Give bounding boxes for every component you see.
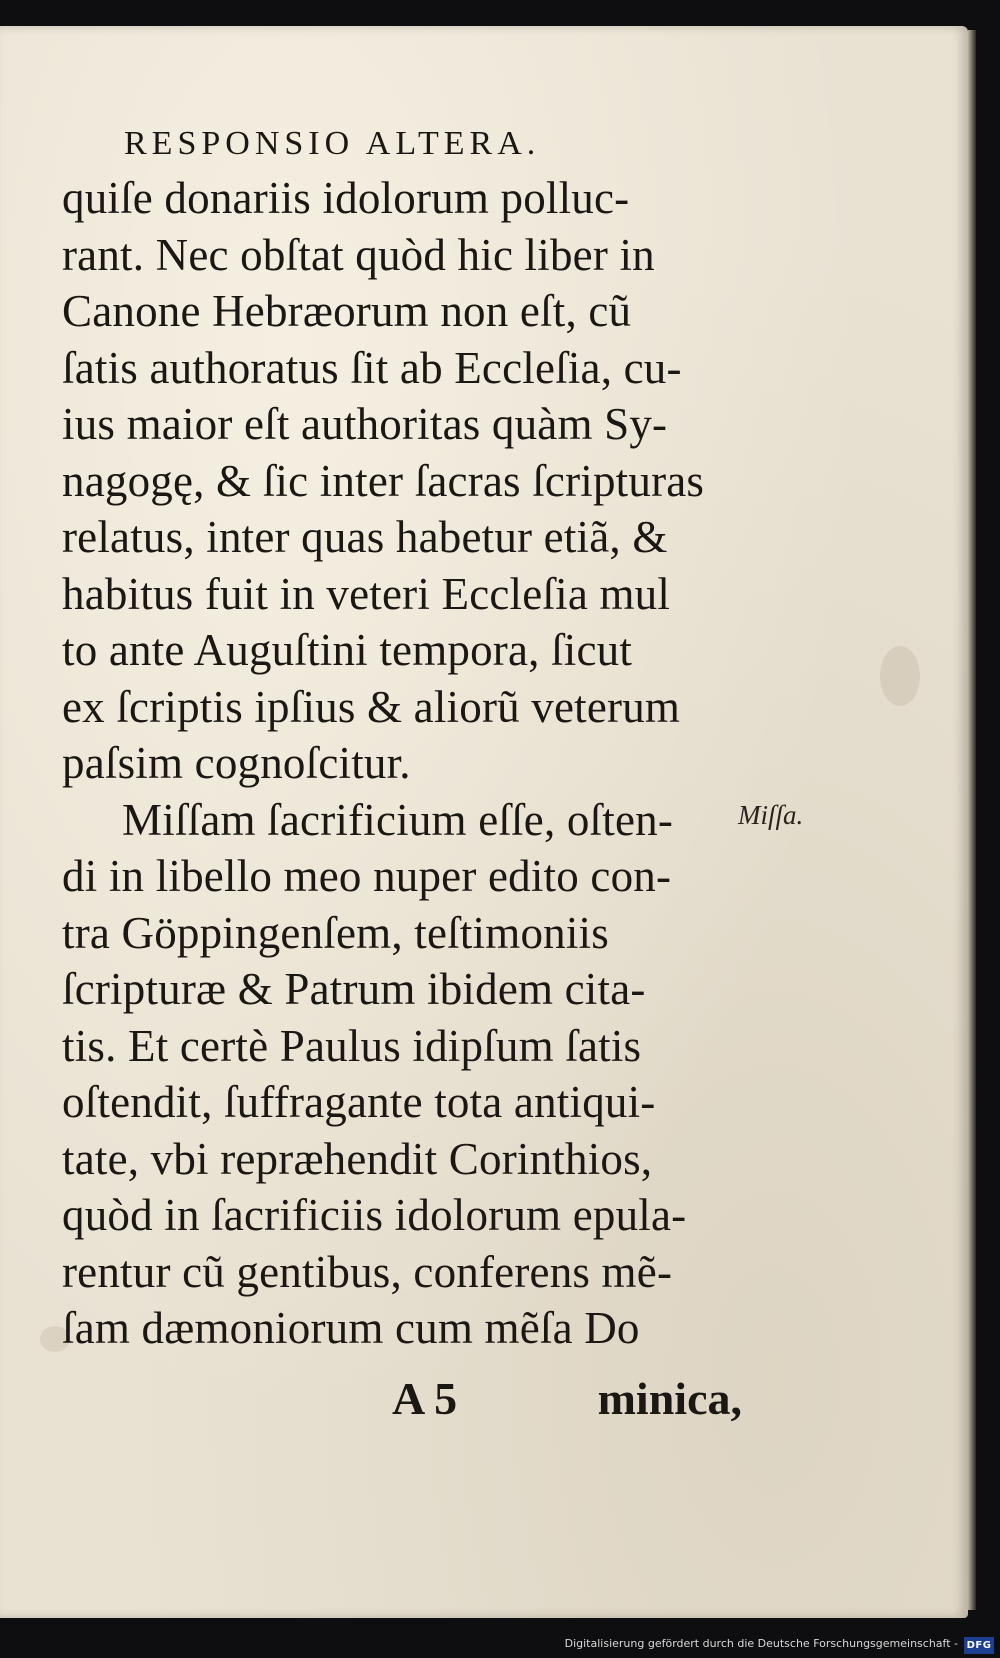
- text-line: tra Göppingenſem, teſtimoniis: [62, 907, 609, 958]
- page-footer: [62, 1372, 742, 1428]
- text-line: habitus fuit in veteri Eccleſia mul: [62, 568, 671, 619]
- text-line: ex ſcriptis ipſius & aliorũ veterum: [62, 681, 681, 732]
- text-line: ius maior eſt authoritas quàm Sy-: [62, 399, 668, 449]
- text-line: rentur cũ gentibus, conferens mẽ-: [62, 1246, 673, 1297]
- text-line: quòd in ſacrificiis idolorum epula-: [62, 1190, 687, 1240]
- text-line: di in libello meo nuper edito con-: [62, 851, 672, 901]
- text-line: rant. Nec obſtat quòd hic liber in: [62, 229, 655, 280]
- text-line: relatus, inter quas habetur etiã, &: [62, 512, 668, 562]
- running-head: RESPONSIO ALTERA.: [124, 125, 541, 162]
- signature-mark: A 5: [392, 1373, 458, 1424]
- page-edge: [968, 30, 976, 1610]
- text-block: [62, 118, 742, 1357]
- marginal-note: Miſſa.: [738, 800, 804, 830]
- catchword: minica,: [597, 1373, 742, 1424]
- text-line: tis. Et certè Paulus idipſum ſatis: [62, 1020, 642, 1071]
- text-line: Canone Hebræorum non eſt, cũ: [62, 286, 632, 336]
- credit-bar: [0, 1634, 1000, 1658]
- text-line: ſam dæmoniorum cum mẽſa Do: [62, 1303, 640, 1353]
- text-line: quiſe donariis idolorum polluc-: [62, 173, 630, 223]
- text-line: oſtendit, ſuffragante tota antiqui-: [62, 1077, 656, 1127]
- paragraph-start-line: Miſſam ſacrificium eſſe, oſten-: [122, 794, 674, 845]
- funding-credit: Digitalisierung gefördert durch die Deutsche Forschungsgemeinschaft -: [564, 1637, 958, 1650]
- text-line: tate, vbi repræhendit Corinthios,: [62, 1133, 653, 1184]
- text-line: paſsim cognoſcitur.: [62, 738, 411, 788]
- dfg-logo: DFG: [964, 1637, 994, 1654]
- text-line: ſcripturæ & Patrum ibidem cita-: [62, 964, 646, 1014]
- paper-stain: [880, 646, 920, 706]
- text-line: ſatis authoratus ſit ab Eccleſia, cu-: [62, 342, 682, 393]
- text-line: nagogę, & ſic inter ſacras ſcripturas: [62, 455, 705, 506]
- text-line: to ante Auguſtini tempora, ſicut: [62, 625, 633, 675]
